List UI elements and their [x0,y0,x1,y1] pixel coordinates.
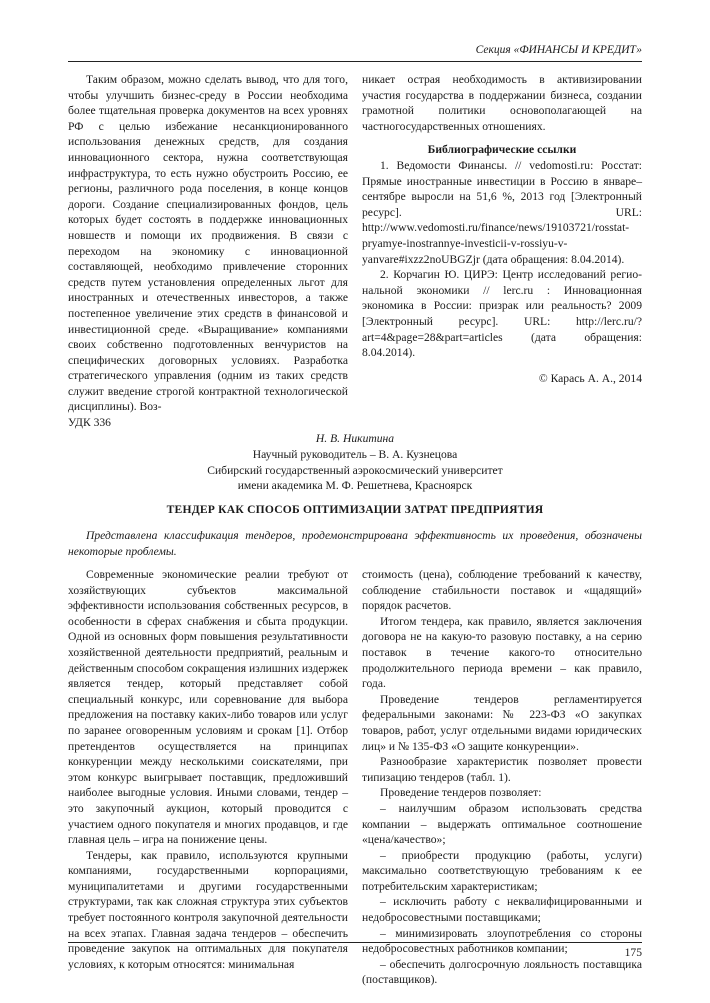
list-item: – исключить работу с неквалифицированными и недобросовестными поставщиками; [362,895,642,925]
body-right-column [362,567,642,988]
body-paragraph: стоимость (цена), соблюдение требований к качеству, соблюдение стабильности поставок и «щадящий» порядок расчетов. [362,568,642,613]
body-paragraph: Разнообразие характеристик позволяет провести типизацию тендеров (табл. 1). [362,755,642,784]
header-rule [68,61,642,62]
list-item: – приобрести продукцию (работы, услуги) максимально соответствующую требованиям к ее потребительским характеристикам; [362,848,642,893]
article-title: ТЕНДЕР КАК СПОСОБ ОПТИМИЗАЦИИ ЗАТРАТ ПРЕДПРИЯТИЯ [166,503,544,516]
author-name: Н. В. Никитина [315,432,395,445]
body-left-column [68,567,348,972]
abstract: Представлена классификация тендеров, продемонстрирована эффективность их проведения, обозначены некоторые проблемы. [68,529,642,558]
list-item: – наилучшим образом использовать средства компании – выдержать оптимальное соотношение «цена/качество»; [362,801,642,847]
advisor-text: Научный руководитель – В. А. Кузнецова [252,448,458,461]
conclusion-continuation: никает острая необходимость в активизировании участия государства в поддержании бизнеса, создании грамотной политики основополагающей на частногосударственных отношениях. [362,73,642,133]
footer-rule [68,942,642,943]
body-paragraph: Тендеры, как правило, используются крупными компаниями, государственными корпорациями, муниципалитетами и другими государственными структурами, так как сложная структура этих субъектов требует постоянного контроля закупочной деятельности на всех этапах. Главная задача тендеров – обеспечить проведение закупок на оптимальных для покупателя условиях, к которым относятся: минимальная [68,848,348,971]
body-paragraph: Итогом тендера, как правило, является заключения договора не на какую-то разовую поставку, а на серию поставок в течение какого-то относительно продолжительного периода времени – как правило, года. [362,614,642,691]
conclusion-paragraph: Таким образом, можно сделать вывод, что для того, чтобы улучшить бизнес-среду в России необходима более тщательная проверка документов на всех уровнях РФ с целью избежание несанкционированного использования денежных средств, для создания инновационного сектора, нужна соответствующая инфраструктура, то есть нужно обустроить Россию, ее регионы, различного рода поселения, в конце концов дороги. Создание специализированных фондов, цель которых будет состоять в поддержке инновационных новшеств и помощи их продвижения. В связи с переходом на экономику с инновационной составляющей, необходимо привлечение сторонних средств путем установления определенных льгот для иностранных и отечественных инвесторов, а также постепенное увеличение этих средств в финансовой и инвестиционной среде. «Выращивание» компаниями своих собственно подготовленных венчуристов на специфических договорных условиях. Разработка стратегического управления (одним из таких средств служит введение строгой контрактной технологической дисциплины). Воз- [68,73,348,414]
university: Сибирский государственный аэрокосмический университет [207,464,503,477]
reference-1: 1. Ведомости Финансы. // vedomosti.ru: Росстат: Прямые иностранные инвестиции в Россию в январе–сентябре выросли на 51,6 %, 2013 год [Электронный ресурс]. URL: http://www.vedomosti.ru/finance/news/19103721/rosstat-pryamye-inostrannye-investicii-v-rossiyu-v-yanvare#ixzz2noUBGZjr (дата обращения: 8.04.2014). [362,158,642,266]
reference-2: 2. Корчагин Ю. ЦИРЭ: Центр исследований региональной экономики // lerc.ru : Инновационная экономика в России: призрак или реальность? 2009 [Электронный ресурс]. URL: http://lerc.ru/?art=4&page=28&part=articles (дата обращения: 8.04.2014). [362,268,642,360]
list-item: – минимизировать злоупотребления со стороны недобросовестных работников компании; [362,926,642,956]
body-paragraph: Современные экономические реалии требуют от хозяйствующих субъектов максимальной эффективности использования собственных ресурсов, в особенности в сферах снабжения и сбыта продукции. Одной из основных форм повышения результативности хозяйственной деятельности предприятий, реальным и действенным способом сокращения излишних издержек является тендер, который представляет собой специальный конкурс, или соревнование для выбора предложения на поставку каких-либо товаров или услуг по заранее оговоренным условиям и срокам [1]. Отбор претендентов осуществляется на принципах конкуренции между несколькими соискателями, при этом конкурс выигрывает поставщик, предложивший наиболее выгодные условия. Иными словами, тендер – это закупочный аукцион, который проводится с участием одного покупателя и многих продавцов, и где главная цель – игра на понижение цены. [68,568,348,847]
running-header: Секция «ФИНАНСЫ И КРЕДИТ» [475,44,642,56]
body-paragraph: Проведение тендеров регламентируется федеральными законами: № 223-ФЗ «О закупках товаров, работ, услуг отдельными видами юридических лиц» и № 135-ФЗ «О защите конкуренции». [362,692,642,753]
top-left-column [68,72,348,415]
bibliography-title: Библиографические ссылки [427,143,577,157]
body-paragraph: Проведение тендеров позволяет: [380,786,542,800]
university-full-name: имени академика М. Ф. Решетнева, Красноярск [237,479,473,492]
udk-code: УДК 336 [68,416,111,429]
copyright: © Карась А. А., 2014 [538,371,642,385]
page-number: 175 [624,946,642,959]
advisor [68,447,642,463]
list-item: – обеспечить долгосрочную лояльность поставщика (поставщиков). [362,957,642,987]
top-right-column [362,72,642,386]
